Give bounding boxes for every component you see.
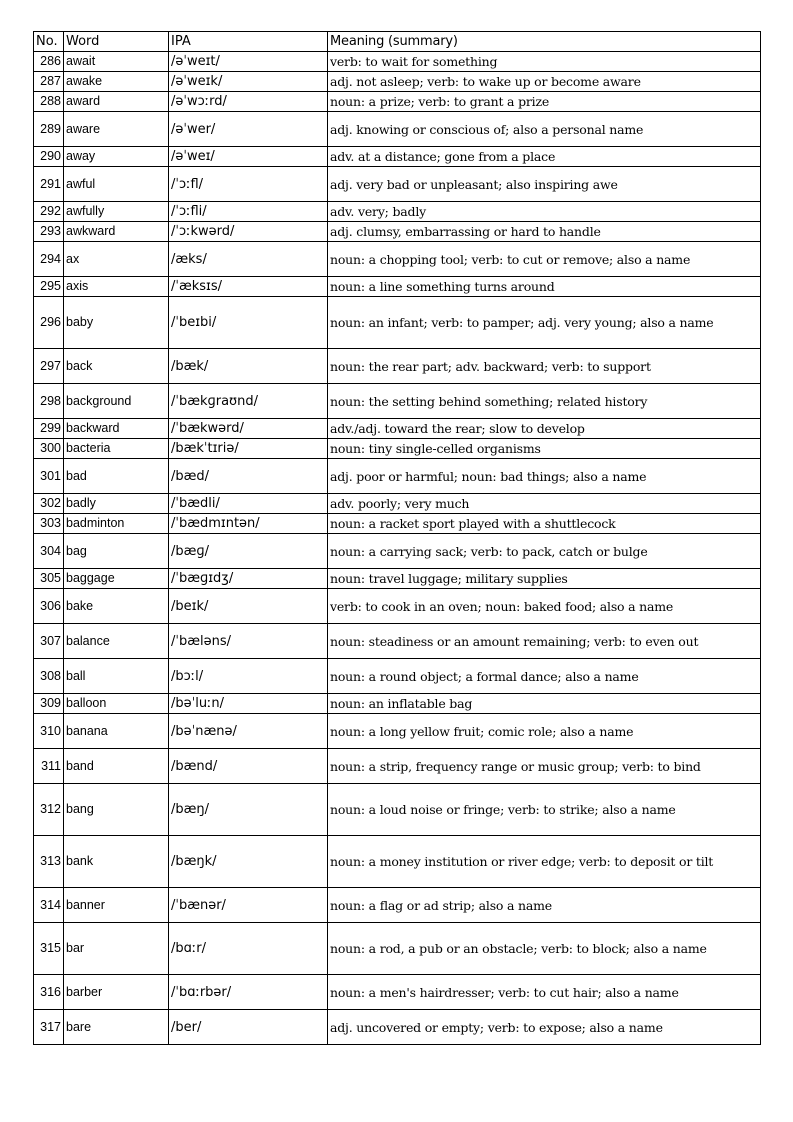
entry-number: 306 — [34, 589, 64, 624]
table-row — [34, 514, 761, 534]
headword: bad — [64, 459, 169, 494]
phonetic-transcription: /ˈbeɪbi/ — [169, 297, 328, 349]
entry-number: 299 — [34, 419, 64, 439]
headword: barber — [64, 975, 169, 1010]
vocabulary-table — [33, 31, 761, 1045]
entry-number: 312 — [34, 784, 64, 836]
headword: axis — [64, 277, 169, 297]
headword: away — [64, 147, 169, 167]
definition: noun: a racket sport played with a shuttlecock — [328, 514, 761, 534]
entry-number: 295 — [34, 277, 64, 297]
entry-number: 315 — [34, 923, 64, 975]
headword: banana — [64, 714, 169, 749]
phonetic-transcription: /ˈæksɪs/ — [169, 277, 328, 297]
definition: noun: a long yellow fruit; comic role; also a name — [328, 714, 761, 749]
table-row — [34, 52, 761, 72]
table-row — [34, 384, 761, 419]
table-row — [34, 589, 761, 624]
table-row — [34, 836, 761, 888]
table-row — [34, 975, 761, 1010]
table-row — [34, 624, 761, 659]
phonetic-transcription: /bəˈluːn/ — [169, 694, 328, 714]
header-word: Word — [64, 32, 169, 52]
entry-number: 301 — [34, 459, 64, 494]
phonetic-transcription: /ˈbædmɪntən/ — [169, 514, 328, 534]
entry-number: 302 — [34, 494, 64, 514]
table-row — [34, 569, 761, 589]
phonetic-transcription: /bænd/ — [169, 749, 328, 784]
entry-number: 293 — [34, 222, 64, 242]
header-row — [34, 32, 761, 52]
table-row — [34, 784, 761, 836]
definition: noun: a strip, frequency range or music group; verb: to bind — [328, 749, 761, 784]
definition: noun: a rod, a pub or an obstacle; verb: to block; also a name — [328, 923, 761, 975]
table-body — [34, 52, 761, 1045]
entry-number: 316 — [34, 975, 64, 1010]
phonetic-transcription: /ˈbɑːrbər/ — [169, 975, 328, 1010]
headword: bag — [64, 534, 169, 569]
definition: noun: an infant; verb: to pamper; adj. very young; also a name — [328, 297, 761, 349]
table-row — [34, 659, 761, 694]
table-row — [34, 714, 761, 749]
phonetic-transcription: /əˈweɪt/ — [169, 52, 328, 72]
definition: adv. at a distance; gone from a place — [328, 147, 761, 167]
headword: band — [64, 749, 169, 784]
table-row — [34, 888, 761, 923]
headword: bang — [64, 784, 169, 836]
entry-number: 289 — [34, 112, 64, 147]
headword: bacteria — [64, 439, 169, 459]
phonetic-transcription: /ˈbædli/ — [169, 494, 328, 514]
entry-number: 291 — [34, 167, 64, 202]
entry-number: 307 — [34, 624, 64, 659]
phonetic-transcription: /bæŋ/ — [169, 784, 328, 836]
phonetic-transcription: /ˈbænər/ — [169, 888, 328, 923]
phonetic-transcription: /beɪk/ — [169, 589, 328, 624]
definition: noun: a loud noise or fringe; verb: to strike; also a name — [328, 784, 761, 836]
definition: noun: the setting behind something; related history — [328, 384, 761, 419]
entry-number: 304 — [34, 534, 64, 569]
phonetic-transcription: /bæɡ/ — [169, 534, 328, 569]
definition: adj. very bad or unpleasant; also inspiring awe — [328, 167, 761, 202]
definition: noun: tiny single-celled organisms — [328, 439, 761, 459]
headword: bare — [64, 1010, 169, 1045]
table-row — [34, 1010, 761, 1045]
entry-number: 309 — [34, 694, 64, 714]
table-row — [34, 112, 761, 147]
headword: baggage — [64, 569, 169, 589]
header-number: No. — [34, 32, 64, 52]
phonetic-transcription: /bɑːr/ — [169, 923, 328, 975]
headword: badly — [64, 494, 169, 514]
definition: adv./adj. toward the rear; slow to develop — [328, 419, 761, 439]
phonetic-transcription: /əˈweɪ/ — [169, 147, 328, 167]
table-row — [34, 534, 761, 569]
headword: bank — [64, 836, 169, 888]
entry-number: 308 — [34, 659, 64, 694]
definition: noun: a prize; verb: to grant a prize — [328, 92, 761, 112]
entry-number: 303 — [34, 514, 64, 534]
definition: adj. uncovered or empty; verb: to expose; also a name — [328, 1010, 761, 1045]
entry-number: 298 — [34, 384, 64, 419]
headword: back — [64, 349, 169, 384]
table-row — [34, 72, 761, 92]
table-row — [34, 419, 761, 439]
phonetic-transcription: /ˈbæɡɪdʒ/ — [169, 569, 328, 589]
entry-number: 305 — [34, 569, 64, 589]
definition: adj. poor or harmful; noun: bad things; also a name — [328, 459, 761, 494]
definition: noun: a round object; a formal dance; also a name — [328, 659, 761, 694]
headword: aware — [64, 112, 169, 147]
table-row — [34, 167, 761, 202]
entry-number: 313 — [34, 836, 64, 888]
headword: bake — [64, 589, 169, 624]
entry-number: 292 — [34, 202, 64, 222]
phonetic-transcription: /bɔːl/ — [169, 659, 328, 694]
phonetic-transcription: /ˈbækɡraʊnd/ — [169, 384, 328, 419]
table-row — [34, 277, 761, 297]
entry-number: 290 — [34, 147, 64, 167]
headword: balance — [64, 624, 169, 659]
phonetic-transcription: /æks/ — [169, 242, 328, 277]
entry-number: 297 — [34, 349, 64, 384]
headword: awkward — [64, 222, 169, 242]
phonetic-transcription: /bækˈtɪriə/ — [169, 439, 328, 459]
table-row — [34, 202, 761, 222]
table-row — [34, 222, 761, 242]
phonetic-transcription: /ˈbækwərd/ — [169, 419, 328, 439]
definition: adj. clumsy, embarrassing or hard to handle — [328, 222, 761, 242]
table-row — [34, 459, 761, 494]
headword: awful — [64, 167, 169, 202]
definition: verb: to wait for something — [328, 52, 761, 72]
table-row — [34, 242, 761, 277]
phonetic-transcription: /əˈwer/ — [169, 112, 328, 147]
definition: noun: a carrying sack; verb: to pack, catch or bulge — [328, 534, 761, 569]
phonetic-transcription: /bəˈnænə/ — [169, 714, 328, 749]
table-row — [34, 749, 761, 784]
table-row — [34, 297, 761, 349]
header-phonetic: IPA — [169, 32, 328, 52]
definition: noun: travel luggage; military supplies — [328, 569, 761, 589]
entry-number: 300 — [34, 439, 64, 459]
definition: adv. very; badly — [328, 202, 761, 222]
table-row — [34, 923, 761, 975]
headword: await — [64, 52, 169, 72]
headword: baby — [64, 297, 169, 349]
definition: noun: steadiness or an amount remaining; verb: to even out — [328, 624, 761, 659]
headword: balloon — [64, 694, 169, 714]
definition: noun: an inflatable bag — [328, 694, 761, 714]
headword: award — [64, 92, 169, 112]
entry-number: 286 — [34, 52, 64, 72]
entry-number: 317 — [34, 1010, 64, 1045]
entry-number: 296 — [34, 297, 64, 349]
table-row — [34, 147, 761, 167]
definition: adv. poorly; very much — [328, 494, 761, 514]
definition: noun: a chopping tool; verb: to cut or remove; also a name — [328, 242, 761, 277]
phonetic-transcription: /əˈwɔːrd/ — [169, 92, 328, 112]
definition: noun: a flag or ad strip; also a name — [328, 888, 761, 923]
table-row — [34, 439, 761, 459]
definition: adj. knowing or conscious of; also a personal name — [328, 112, 761, 147]
headword: ax — [64, 242, 169, 277]
headword: backward — [64, 419, 169, 439]
phonetic-transcription: /ber/ — [169, 1010, 328, 1045]
entry-number: 287 — [34, 72, 64, 92]
definition: verb: to cook in an oven; noun: baked food; also a name — [328, 589, 761, 624]
phonetic-transcription: /bæk/ — [169, 349, 328, 384]
phonetic-transcription: /bæd/ — [169, 459, 328, 494]
vocabulary-sheet — [33, 31, 761, 1045]
headword: banner — [64, 888, 169, 923]
headword: awfully — [64, 202, 169, 222]
headword: awake — [64, 72, 169, 92]
headword: badminton — [64, 514, 169, 534]
table-row — [34, 694, 761, 714]
phonetic-transcription: /əˈweɪk/ — [169, 72, 328, 92]
definition: noun: the rear part; adv. backward; verb: to support — [328, 349, 761, 384]
definition: noun: a money institution or river edge; verb: to deposit or tilt — [328, 836, 761, 888]
phonetic-transcription: /ˈɔːfli/ — [169, 202, 328, 222]
definition: adj. not asleep; verb: to wake up or become aware — [328, 72, 761, 92]
entry-number: 294 — [34, 242, 64, 277]
table-row — [34, 494, 761, 514]
table-row — [34, 92, 761, 112]
definition: noun: a line something turns around — [328, 277, 761, 297]
headword: background — [64, 384, 169, 419]
entry-number: 311 — [34, 749, 64, 784]
header-definition: Meaning (summary) — [328, 32, 761, 52]
headword: ball — [64, 659, 169, 694]
definition: noun: a men's hairdresser; verb: to cut hair; also a name — [328, 975, 761, 1010]
entry-number: 310 — [34, 714, 64, 749]
entry-number: 288 — [34, 92, 64, 112]
headword: bar — [64, 923, 169, 975]
phonetic-transcription: /ˈɔːfl/ — [169, 167, 328, 202]
phonetic-transcription: /ˈɔːkwərd/ — [169, 222, 328, 242]
phonetic-transcription: /ˈbæləns/ — [169, 624, 328, 659]
phonetic-transcription: /bæŋk/ — [169, 836, 328, 888]
table-row — [34, 349, 761, 384]
entry-number: 314 — [34, 888, 64, 923]
